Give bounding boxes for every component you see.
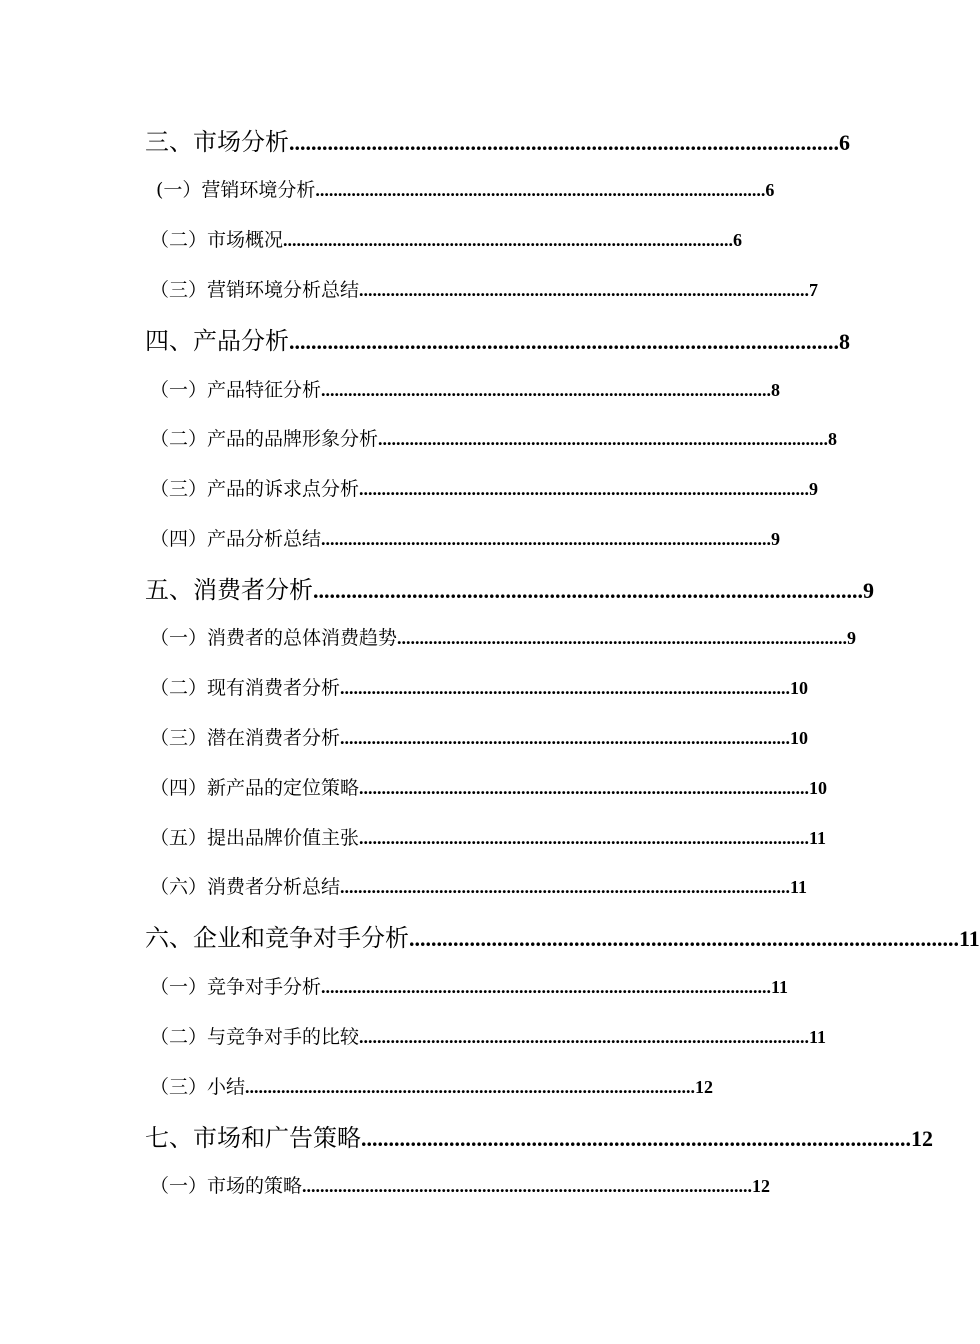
toc-page-number: 12 — [911, 1126, 933, 1151]
toc-page-number: 12 — [752, 1176, 771, 1196]
toc-entry-consumption-trend[interactable] — [150, 624, 857, 652]
toc-entry-title: 六、企业和竞争对手分析 — [145, 924, 409, 952]
toc-entry-product-summary[interactable] — [150, 525, 781, 553]
toc-leader-dots: .................................................................................................... — [378, 429, 829, 449]
toc-page-number: 8 — [828, 429, 838, 449]
toc-entry-appeal-points[interactable] — [150, 475, 819, 503]
toc-page-number: 9 — [863, 578, 874, 603]
toc-leader-dots: .................................................................................................... — [321, 380, 772, 400]
toc-entry-title: （三）营销环境分析总结 — [150, 279, 360, 301]
toc-entry-title: （二）产品的品牌形象分析 — [150, 428, 379, 450]
toc-leader-dots: .................................................................................................... — [359, 479, 810, 499]
toc-entry-brand-image[interactable] — [150, 425, 838, 453]
toc-leader-dots: .................................................................................................... — [397, 628, 848, 648]
toc-page-number: 11 — [790, 877, 808, 897]
toc-entry-existing-consumers[interactable] — [150, 674, 809, 702]
toc-entry-competitors[interactable] — [150, 973, 789, 1001]
toc-leader-dots: .................................................................................................... — [359, 828, 810, 848]
toc-page-number: 10 — [790, 678, 809, 698]
toc-page-number: 10 — [809, 778, 828, 798]
toc-entry-title: （二）市场概况 — [150, 229, 284, 251]
toc-page-number: 7 — [809, 280, 819, 300]
toc-entry-title: （三）产品的诉求点分析 — [150, 478, 360, 500]
toc-entry-title: 四、产品分析 — [145, 327, 289, 355]
toc-entry-title: （一）消费者的总体消费趋势 — [150, 627, 398, 649]
toc-page-number: 6 — [733, 230, 743, 250]
toc-entry-title: （二）现有消费者分析 — [150, 677, 341, 699]
toc-entry-market-overview[interactable] — [150, 226, 743, 254]
toc-page-number: 9 — [771, 529, 781, 549]
toc-leader-dots: .................................................................................................... — [313, 578, 863, 603]
toc-leader-dots: .................................................................................................... — [359, 280, 810, 300]
toc-entry-title: （一）产品特征分析 — [150, 379, 322, 401]
toc-leader-dots: .................................................................................................... — [283, 230, 734, 250]
toc-entry-product-features[interactable] — [150, 376, 781, 404]
toc-entry-consumer-summary[interactable] — [150, 873, 808, 901]
toc-page-number: 10 — [790, 728, 809, 748]
toc-entry-title: （四）新产品的定位策略 — [150, 777, 360, 799]
toc-entry-brief-summary[interactable] — [150, 1073, 714, 1101]
toc-entry-product-analysis[interactable] — [145, 325, 850, 357]
toc-page-number: 12 — [695, 1077, 714, 1097]
toc-entry-title: 五、消费者分析 — [145, 576, 313, 604]
toc-entry-brand-value[interactable] — [150, 824, 827, 852]
toc-entry-market-strategy[interactable] — [150, 1172, 771, 1200]
toc-page-number: 11 — [809, 828, 827, 848]
toc-leader-dots: .................................................................................................... — [321, 977, 772, 997]
toc-page-number: 9 — [847, 628, 857, 648]
toc-leader-dots: .................................................................................................... — [340, 728, 791, 748]
toc-leader-dots: .................................................................................................... — [289, 329, 839, 354]
toc-entry-title: 三、市场分析 — [145, 128, 289, 156]
toc-leader-dots: .................................................................................................... — [321, 529, 772, 549]
toc-leader-dots: .................................................................................................... — [245, 1077, 696, 1097]
toc-leader-dots: .................................................................................................... — [315, 180, 766, 200]
toc-page-number: 11 — [809, 1027, 827, 1047]
toc-leader-dots: .................................................................................................... — [340, 877, 791, 897]
toc-leader-dots: .................................................................................................... — [359, 778, 810, 798]
toc-entry-title: 七、市场和广告策略 — [145, 1124, 361, 1152]
toc-entry-competitor-analysis[interactable] — [145, 922, 980, 954]
toc-leader-dots: .................................................................................................... — [340, 678, 791, 698]
toc-leader-dots: .................................................................................................... — [302, 1176, 753, 1196]
toc-entry-title: (一）营销环境分析 — [156, 179, 316, 201]
toc-entry-title: （一）市场的策略 — [150, 1175, 303, 1197]
toc-page-number: 11 — [771, 977, 789, 997]
toc-entry-title: （四）产品分析总结 — [150, 528, 322, 550]
toc-entry-positioning-strategy[interactable] — [150, 774, 828, 802]
toc-page-number: 6 — [839, 130, 850, 155]
toc-entry-title: （六）消费者分析总结 — [150, 876, 341, 898]
toc-entry-market-analysis[interactable] — [145, 126, 850, 158]
toc-page-number: 8 — [771, 380, 781, 400]
toc-entry-title: （二）与竞争对手的比较 — [150, 1026, 360, 1048]
toc-entry-title: （五）提出品牌价值主张 — [150, 827, 360, 849]
toc-entry-title: （三）潜在消费者分析 — [150, 727, 341, 749]
toc-entry-market-advertising[interactable] — [145, 1122, 933, 1154]
toc-page-number: 11 — [959, 926, 980, 951]
toc-page-number: 8 — [839, 329, 850, 354]
toc-entry-title: （三）小结 — [150, 1076, 246, 1098]
toc-leader-dots: .................................................................................................... — [289, 130, 839, 155]
toc-entry-title: （一）竞争对手分析 — [150, 976, 322, 998]
toc-leader-dots: .................................................................................................... — [361, 1126, 911, 1151]
toc-leader-dots: .................................................................................................... — [409, 926, 959, 951]
toc-leader-dots: .................................................................................................... — [359, 1027, 810, 1047]
toc-entry-consumer-analysis[interactable] — [145, 574, 874, 606]
toc-entry-potential-consumers[interactable] — [150, 724, 809, 752]
toc-entry-environment-summary[interactable] — [150, 276, 819, 304]
toc-page-number: 9 — [809, 479, 819, 499]
toc-page-number: 6 — [765, 180, 775, 200]
toc-entry-marketing-environment[interactable] — [156, 176, 775, 204]
toc-entry-comparison[interactable] — [150, 1023, 827, 1051]
